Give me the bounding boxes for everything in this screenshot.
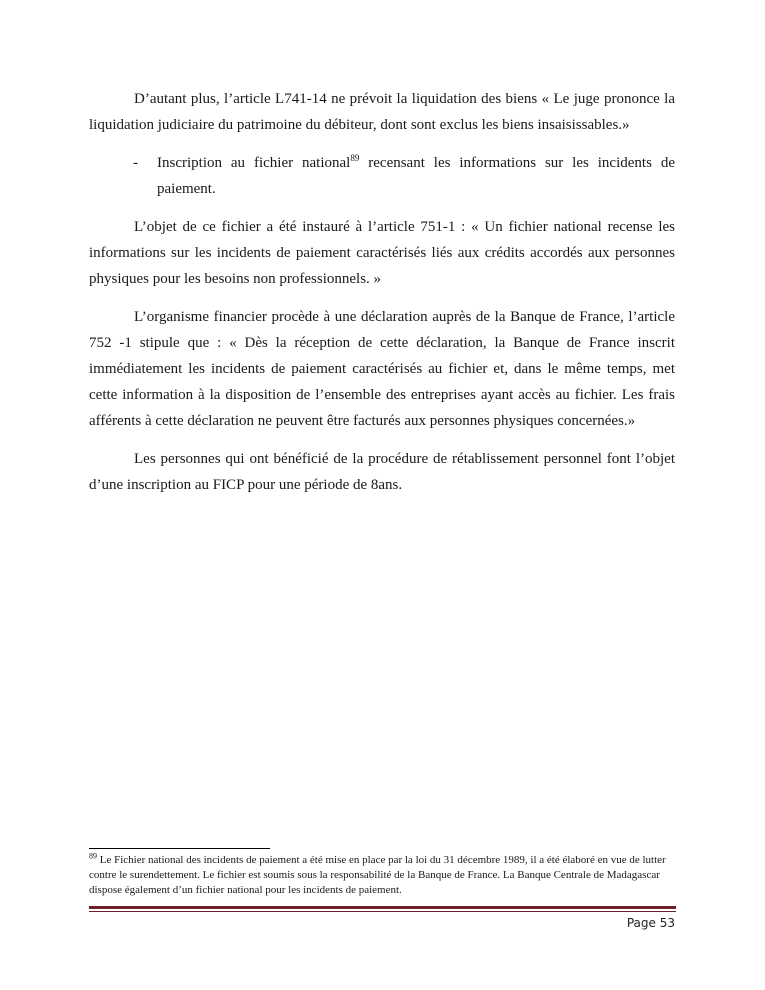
page-number: Page 53 <box>626 916 675 930</box>
paragraph-liquidation: D’autant plus, l’article L741-14 ne prévoit la liquidation des biens « Le juge prononce la liquidation judiciaire du patrimoine du débiteur, dont sont exclus les biens insaisissables.» <box>89 91 675 133</box>
paragraph-inscription-ficp: Les personnes qui ont bénéficié de la procédure de rétablissement personnel font l’objet d’une inscription au FICP pour une période de 8ans. <box>89 451 675 493</box>
bullet-text-before: Inscription au fichier national <box>157 155 351 171</box>
footnote-number: 89 <box>89 851 97 861</box>
bullet-text-after: recensant les informations sur les incidents de paiement. <box>157 155 675 197</box>
bullet-dash: - <box>133 155 138 171</box>
footnote-separator <box>89 848 270 849</box>
footnote <box>89 853 679 898</box>
body-text <box>89 86 675 510</box>
footer-rule-thin <box>89 911 676 912</box>
footnote-text: Le Fichier national des incidents de paiement a été mise en place par la loi du 31 décembre 1989, il a été élaboré en vue de lutter contre le surendettement. Le fichier est soumis sous la responsabilité de la Banque de France. La Banque Centrale de Madagascar dispose également d’un fichier national pour les incidents de paiement. <box>89 854 666 896</box>
bullet-item-fichier-national <box>89 150 675 202</box>
footnote-reference[interactable]: 89 <box>350 153 360 163</box>
paragraph-declaration: L’organisme financier procède à une déclaration auprès de la Banque de France, l’article 752 -1 stipule que : « Dès la réception de cette déclaration, la Banque de France inscrit immédiatement les incidents de paiement caractérisés au fichier et, dans le même temps, met cette information à la disposition de l’ensemble des entreprises ayant accès au fichier. Les frais afférents à cette déclaration ne peuvent être facturés aux personnes physiques concernées.» <box>89 309 675 429</box>
paragraph-objet-fichier: L’objet de ce fichier a été instauré à l’article 751-1 : « Un fichier national recense les informations sur les incidents de paiement caractérisés liés aux crédits accordés aux personnes physiques pour les besoins non professionnels. » <box>89 219 675 287</box>
footer-rule-thick <box>89 906 676 909</box>
